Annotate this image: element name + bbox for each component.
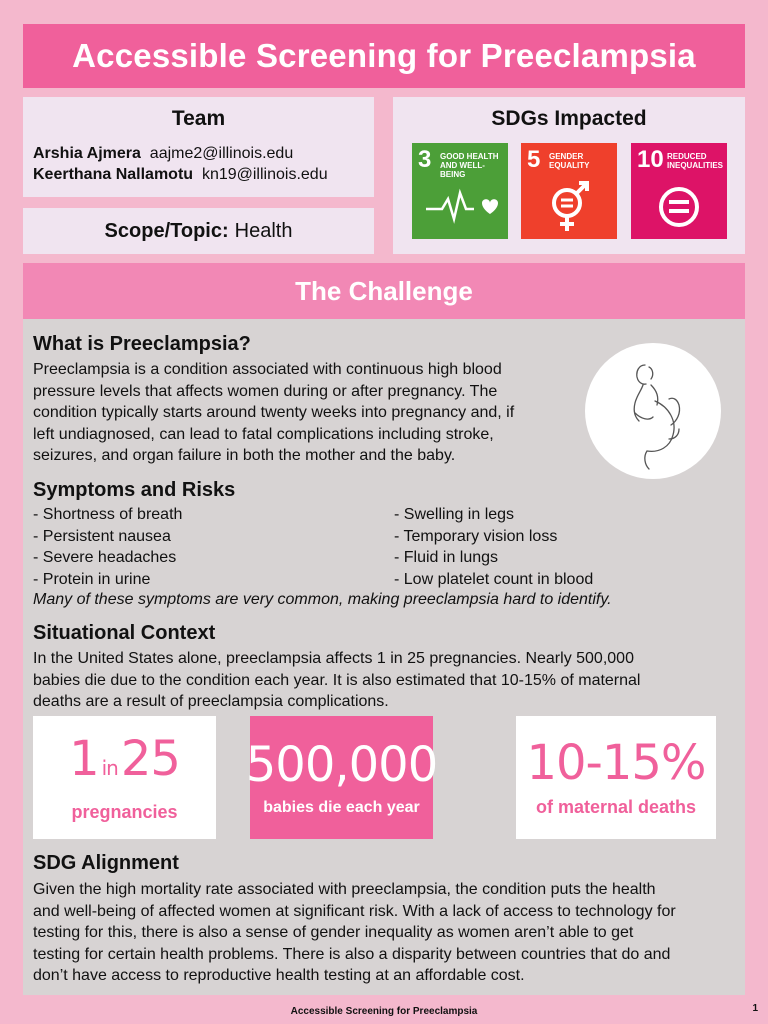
scope-panel [23, 208, 374, 254]
team-heading: Team [171, 107, 226, 130]
sdg-number: 10 [637, 146, 664, 173]
stat-value: 500,000 [245, 736, 438, 793]
paragraph-line: testing for certain health problems. There is also a disparity between countries that do and [33, 945, 671, 963]
paragraph-line: don’t have access to reproductive health testing at an affordable cost. [33, 967, 525, 984]
symptom-list-left [33, 504, 182, 590]
team-panel [23, 97, 374, 197]
list-item: - Swelling in legs [394, 506, 515, 523]
member-name: Keerthana Nallamotu [33, 166, 194, 183]
scope-value: Health [234, 219, 293, 242]
sdg-number: 3 [418, 146, 432, 173]
page-number: 1 [752, 1003, 758, 1014]
team-member [33, 164, 374, 185]
list-item: - Severe headaches [33, 549, 177, 566]
context-paragraph [33, 648, 640, 713]
paragraph-line: Given the high mortality rate associated with preeclampsia, the condition puts the health [33, 881, 656, 898]
what-paragraph [33, 359, 514, 467]
paragraph-line: babies die due to the condition each year. It is also estimated that 10-15% of maternal [33, 671, 641, 689]
section-heading: Situational Context [33, 622, 216, 644]
stat-value [69, 730, 180, 794]
stat-caption: of maternal deaths [535, 797, 697, 817]
stat-card-maternal-deaths [516, 716, 716, 839]
sdg-10-tile [631, 143, 727, 239]
member-name: Arshia Ajmera [33, 145, 141, 162]
paragraph-line: condition typically starts around twenty weeks into pregnancy and, if [33, 404, 515, 421]
paragraph-line: In the United States alone, preeclampsia affects 1 in 25 pregnancies. Nearly 500,000 [33, 650, 634, 667]
stat-card-pregnancies [33, 716, 216, 839]
equals-circle-icon [631, 143, 727, 239]
list-item: - Temporary vision loss [394, 527, 558, 545]
list-item: - Low platelet count in blood [394, 570, 594, 588]
section-heading: SDG Alignment [33, 852, 179, 874]
stat-connector: in [101, 755, 118, 780]
stat-card-babies [245, 716, 438, 839]
paragraph-line: seizures, and organ failure in both the mother and the baby. [33, 447, 456, 464]
sdg-5-tile [521, 143, 617, 239]
paragraph-line: deaths are a result of preeclampsia complications. [33, 693, 389, 710]
list-item: - Shortness of breath [33, 506, 183, 523]
section-heading: Symptoms and Risks [33, 479, 236, 501]
paragraph-line: Preeclampsia is a condition associated with continuous high blood [33, 361, 502, 378]
alignment-paragraph [33, 879, 676, 987]
paragraph-line: and well-being of affected women at significant risk. With a lack of access to technology for [33, 902, 676, 920]
stat-caption: pregnancies [71, 801, 178, 822]
symptom-note: Many of these symptoms are very common, making preeclampsia hard to identify. [33, 591, 612, 608]
paragraph-line: pressure levels that affects women during or after pregnancy. The [33, 382, 498, 400]
challenge-content [23, 319, 745, 995]
member-email: aajme2@illinois.edu [149, 145, 294, 162]
section-heading: What is Preeclampsia? [33, 333, 251, 355]
stat-number: 1 [69, 730, 99, 787]
paragraph-line: left undiagnosed, can lead to fatal complications including stroke, [33, 425, 494, 443]
team-member [33, 143, 374, 164]
stat-number: 25 [120, 730, 180, 787]
paragraph-line: testing for this, there is also a sense of gender inequality as women aren’t able to get [33, 924, 634, 941]
list-item: - Protein in urine [33, 570, 151, 588]
stat-caption: babies die each year [263, 798, 420, 816]
sdg-label: GOOD HEALTH AND WELL-BEING [440, 152, 499, 179]
poster-title: Accessible Screening for Preeclampsia [23, 24, 745, 88]
challenge-heading: The Challenge [23, 263, 745, 319]
sdg-heading: SDGs Impacted [491, 107, 647, 130]
sdg-3-tile [412, 143, 508, 239]
gender-equality-icon [521, 143, 617, 239]
pregnant-woman-illustration [585, 343, 721, 479]
footer-title: Accessible Screening for Preeclampsia [290, 1006, 478, 1017]
list-item: - Persistent nausea [33, 527, 171, 545]
team-list [33, 143, 374, 185]
member-email: kn19@illinois.edu [201, 166, 328, 183]
sdg-number: 5 [527, 146, 541, 173]
symptom-list-right [394, 504, 593, 590]
heartbeat-icon [412, 143, 508, 239]
sdg-panel [393, 97, 745, 254]
scope-label: Scope/Topic: [104, 219, 229, 242]
sdg-label: GENDER EQUALITY [549, 152, 590, 170]
sdg-label: REDUCED INEQUALITIES [667, 152, 724, 170]
stat-value: 10-15% [526, 735, 706, 791]
list-item: - Fluid in lungs [394, 549, 499, 566]
pregnant-woman-icon [585, 343, 721, 479]
